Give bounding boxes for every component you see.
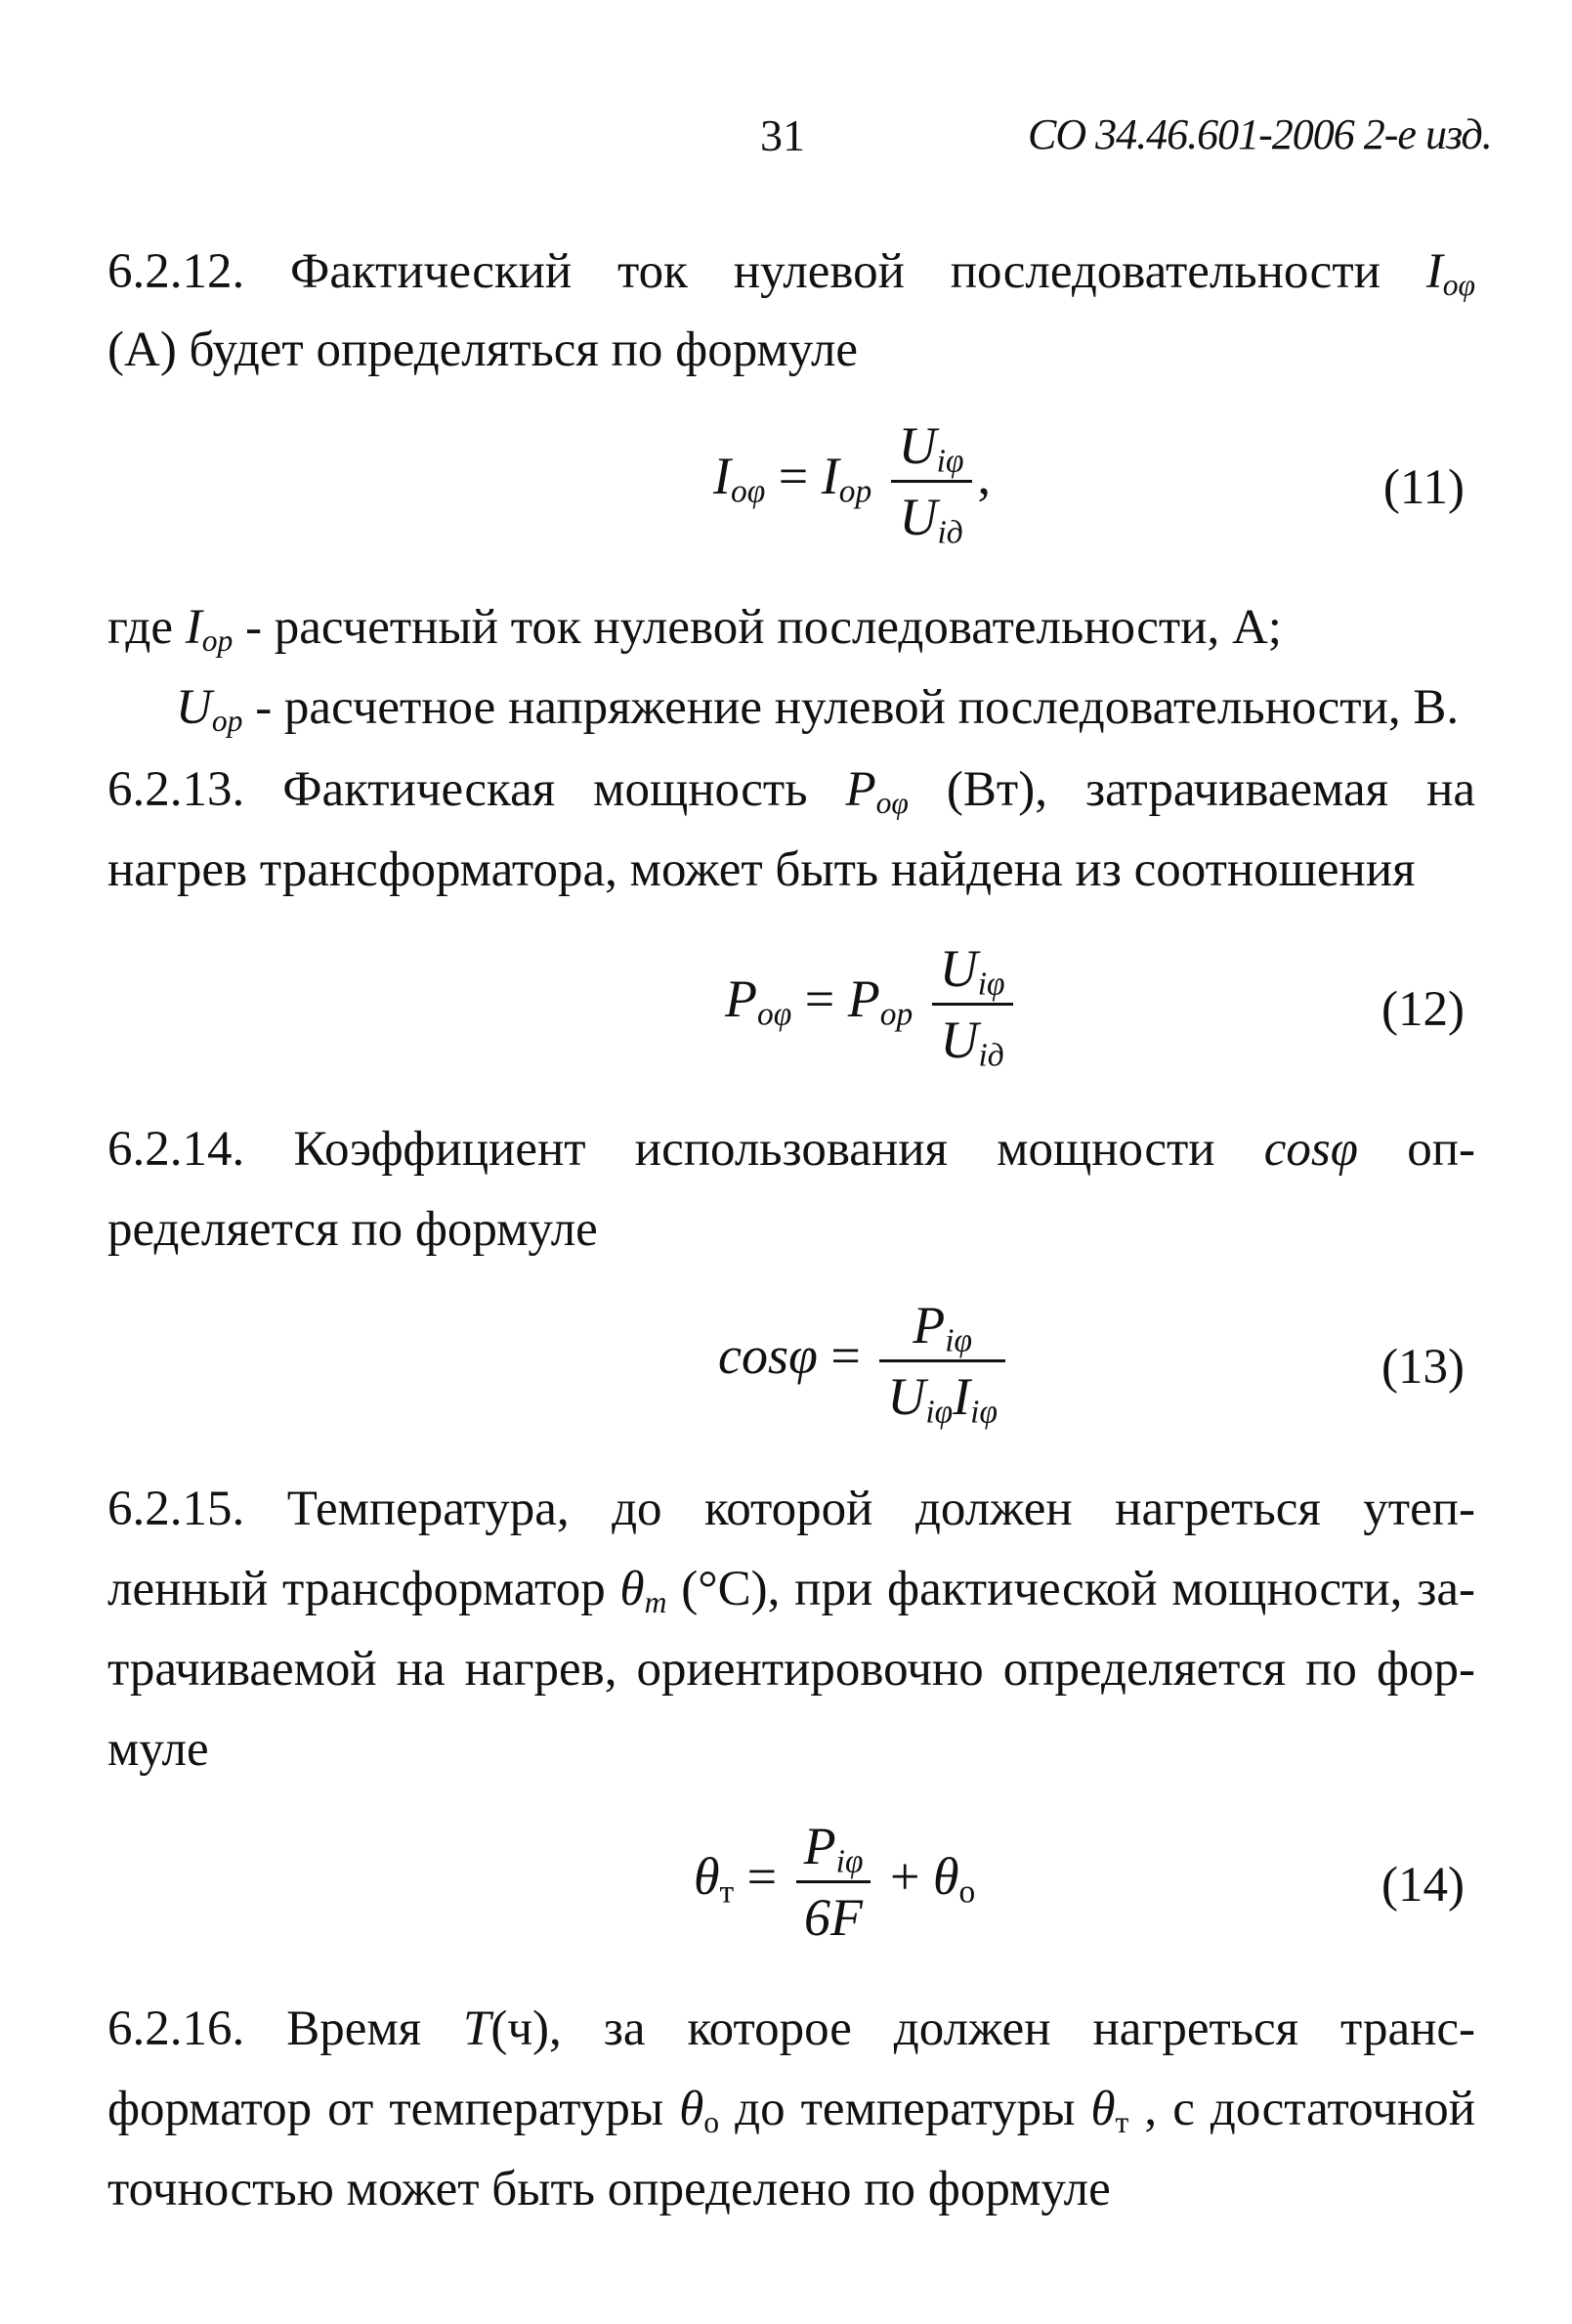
symbol: θ	[679, 2082, 704, 2136]
paragraph-6-2-15-line-4: муле	[107, 1722, 209, 1777]
subscript: т	[644, 1584, 667, 1619]
equals-sign: =	[746, 1846, 778, 1906]
symbol: I	[185, 600, 202, 655]
text: , с достаточной	[1128, 2082, 1475, 2136]
document-code: СО 34.46.601-2006 2-е изд.	[1028, 110, 1492, 158]
formula-subscript: iφ	[936, 443, 964, 480]
numerator	[796, 1816, 871, 1883]
formula-subscript: т	[719, 1873, 735, 1911]
equation-number-12: (12)	[1381, 982, 1465, 1037]
denominator	[891, 483, 972, 551]
paragraph-6-2-14-line-2: ределяется по формуле	[107, 1202, 598, 1257]
numerator	[879, 1295, 1005, 1362]
denominator	[932, 1006, 1013, 1074]
page-number: 31	[760, 110, 805, 160]
formula-symbol: I	[821, 446, 839, 505]
formula-subscript: op	[879, 996, 913, 1033]
paragraph-6-2-16-line-2	[107, 2080, 1475, 2138]
subscript: op	[211, 703, 243, 738]
subscript: oφ	[1442, 267, 1475, 302]
formula-symbol: 6F	[804, 1888, 864, 1947]
formula-symbol: θ	[932, 1846, 959, 1906]
text: (Вт), затрачиваемая на	[908, 762, 1475, 817]
text: до температуры	[719, 2082, 1091, 2136]
formula-subscript: iд	[978, 1037, 1004, 1074]
plus-sign: +	[889, 1846, 920, 1906]
numerator	[891, 415, 972, 483]
where-line-2	[176, 678, 1459, 737]
formula-subscript: iд	[937, 514, 963, 551]
paragraph-6-2-14-line-1	[107, 1120, 1475, 1179]
equation-number-13: (13)	[1381, 1340, 1465, 1395]
formula-subscript: o	[958, 1873, 976, 1911]
text: - расчетное напряжение нулевой последовательности, В.	[242, 680, 1460, 735]
formula-symbol: I	[713, 446, 731, 505]
text: - расчетный ток нулевой последовательности, А;	[233, 600, 1282, 655]
paragraph-6-2-13-line-2: нагрев трансформатора, может быть найдена из соотношения	[107, 842, 1416, 897]
formula-symbol: P	[803, 1817, 836, 1875]
text: ленный трансформатор	[107, 1562, 620, 1616]
equals-sign: =	[778, 446, 809, 505]
formula-symbol: I	[953, 1367, 971, 1426]
equals-sign: =	[804, 968, 835, 1028]
equation-number-11: (11)	[1382, 460, 1465, 515]
text: оп-	[1357, 1122, 1475, 1177]
formula-symbol: P	[725, 968, 757, 1028]
formula-symbol: U	[887, 1367, 926, 1426]
fraction	[796, 1816, 871, 1948]
fraction	[879, 1295, 1005, 1431]
symbol: P	[845, 762, 876, 817]
formula-12	[725, 938, 1019, 1074]
subscript: oφ	[875, 785, 909, 820]
formula-symbol: U	[939, 939, 978, 998]
formula-subscript: iφ	[945, 1322, 973, 1359]
paragraph-6-2-16-line-1	[107, 2000, 1475, 2058]
equation-number-14: (14)	[1381, 1858, 1465, 1913]
text: 6.2.13. Фактическая мощность	[107, 762, 846, 817]
fraction	[891, 415, 972, 551]
symbol: I	[1425, 244, 1443, 299]
paragraph-6-2-15-line-2	[107, 1560, 1475, 1618]
text: 6.2.16. Время	[107, 2001, 464, 2056]
fraction	[932, 938, 1013, 1074]
formula-symbol: θ	[694, 1846, 720, 1906]
paragraph-6-2-16-line-3: точностью может быть определено по формуле	[107, 2162, 1111, 2216]
symbol: cosφ	[1263, 1122, 1358, 1177]
numerator	[932, 938, 1013, 1006]
formula-symbol: U	[898, 416, 937, 475]
comma: ,	[977, 446, 991, 505]
text: 6.2.12. Фактический ток нулевой последовательности	[107, 244, 1426, 299]
denominator	[879, 1362, 1005, 1431]
formula-subscript: iφ	[925, 1394, 954, 1431]
formula-symbol: U	[940, 1011, 979, 1069]
formula-13	[718, 1295, 1011, 1431]
formula-symbol: cosφ	[718, 1325, 818, 1385]
subscript: op	[201, 623, 234, 658]
paragraph-6-2-12-line-1	[107, 242, 1475, 301]
paragraph-6-2-15-line-3: трачиваемой на нагрев, ориентировочно определяется по фор-	[107, 1642, 1475, 1697]
formula-symbol: P	[913, 1296, 946, 1355]
equals-sign: =	[830, 1325, 861, 1385]
where-line-1	[107, 598, 1282, 657]
text: (ч), за которое должен нагреться транс-	[490, 2001, 1476, 2056]
paragraph-6-2-15-line-1: 6.2.15. Температура, до которой должен нагреться утеп-	[107, 1482, 1475, 1536]
symbol: θ	[619, 1562, 645, 1616]
formula-subscript: iφ	[835, 1843, 864, 1880]
text: 6.2.14. Коэффициент использования мощности	[107, 1122, 1264, 1177]
symbol: T	[463, 2001, 491, 2056]
formula-11	[713, 415, 991, 551]
formula-symbol: U	[899, 488, 938, 546]
symbol: U	[176, 680, 212, 735]
text: форматор от температуры	[107, 2082, 680, 2136]
formula-subscript: oφ	[730, 473, 766, 510]
formula-subscript: op	[838, 473, 872, 510]
symbol: θ	[1090, 2082, 1116, 2136]
text: (°С), при фактической мощности, за-	[666, 1562, 1475, 1616]
paragraph-6-2-12-line-2: (А) будет определяться по формуле	[107, 323, 859, 377]
formula-subscript: iφ	[977, 966, 1005, 1003]
formula-symbol: P	[847, 968, 880, 1028]
denominator	[796, 1883, 871, 1948]
subscript: o	[703, 2104, 720, 2139]
formula-subscript: oφ	[757, 996, 792, 1033]
text: где	[107, 600, 186, 655]
subscript: т	[1115, 2104, 1129, 2139]
paragraph-6-2-13-line-1	[107, 760, 1475, 819]
formula-subscript: iφ	[970, 1394, 998, 1431]
formula-14	[694, 1816, 975, 1948]
